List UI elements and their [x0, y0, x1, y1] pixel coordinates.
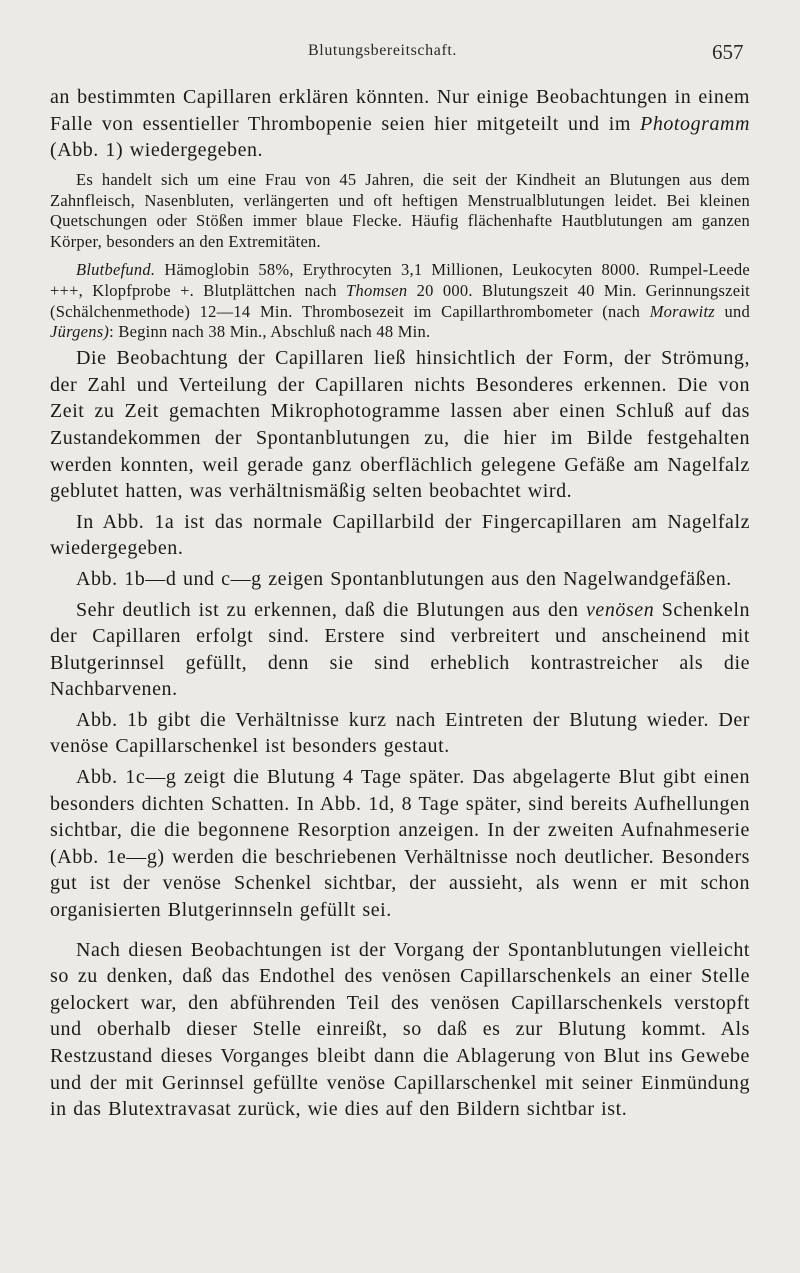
blood-findings-text-3: : Beginn nach 38 Min., Abschluß nach 48 Min.: [109, 322, 431, 342]
paragraph-conclusion: Nach diesen Beobachtungen ist der Vorgang der Spontanblutungen vielleicht so zu denken, daß das Endothel des venösen Capillarschenkels an einer Stelle gelockert war, den abführenden Teil des venösen Capillarschenkels verstopft und oberhalb dieser Stelle einreißt, so daß es zur Blutung kommt. Als Restzustand dieses Vorganges bleibt dann die Ablagerung von Blut ins Gewebe und der mit Gerinnsel gefüllte venöse Capillarschenkel mit seiner Einmündung in das Blutextravasat zurück, wie dies auf den Bildern sichtbar ist.: [50, 938, 750, 1121]
paragraph-intro: [50, 84, 750, 164]
blood-findings-text-2: 20 000. Blutungszeit 40 Min. Gerinnungszeit (Schälchenmethode) 12—14 Min. Thrombosezeit im Capillarthrombometer (nach: [50, 280, 750, 321]
body-text: [50, 84, 750, 1123]
blood-findings-label: Blutbefund.: [76, 259, 156, 279]
paragraph-abb-1c-g: Abb. 1c—g zeigt die Blutung 4 Tage später. Das abgelagerte Blut gibt einen besonders dichten Schatten. In Abb. 1d, 8 Tage später, sind bereits Aufhellungen sichtbar, die die begonnene Resorption anzeigen. In der zweiten Aufnahmeserie (Abb. 1e—g) werden die beschriebenen Verhältnisse noch deutlicher. Besonders gut ist der venöse Schenkel sichtbar, der aussieht, als wenn er mit schon organisierten Blutgerinnseln gefüllt sei.: [50, 766, 750, 922]
blood-findings: [50, 260, 750, 343]
paragraph-observation: Die Beobachtung der Capillaren ließ hinsichtlich der Form, der Strömung, der Zahl und Verteilung der Capillaren nichts Besonderes erkennen. Die von Zeit zu Zeit gemachten Mikrophotogramme lassen aber einen Schluß auf das Zustandekommen der Spontanblutungen zu, die hier im Bilde festgehalten werden konnten, weil gerade ganz oberflächlich gelegene Gefäße am Nagelfalz geblutet hatten, was verhältnismäßig selten beobachtet wird.: [50, 347, 750, 503]
author-juergens: Jürgens): [50, 322, 110, 342]
running-title: Blutungsbereitschaft.: [308, 42, 458, 59]
blood-findings-text: Hämoglobin 58%, Erythrocyten 3,1 Millionen, Leukocyten 8000. Rumpel-Leede +++, Klopfprobe +. Blutplättchen nach: [50, 259, 750, 300]
venoesen-term: venösen: [585, 598, 655, 621]
conjunction: und: [714, 301, 751, 321]
paragraph-venous-text-2: Schenkeln der Capillaren erfolgt sind. Erstere sind verbreitert und anscheinend mit Blutgerinnsel gefüllt, denn sie sind erheblich kontrastreicher als die Nachbarvenen.: [50, 598, 750, 701]
author-thomsen: Thomsen: [346, 280, 408, 300]
photogramm-term: Photogramm: [640, 112, 750, 135]
paragraph-abb-1a: In Abb. 1a ist das normale Capillarbild der Fingercapillaren am Nagelfalz wiedergegeben.: [50, 510, 750, 560]
paragraph-venous: [50, 597, 750, 703]
author-morawitz: Morawitz: [649, 301, 715, 321]
paragraph-venous-text: Sehr deutlich ist zu erkennen, daß die Blutungen aus den: [76, 598, 586, 621]
paragraph-intro-text: an bestimmten Capillaren erklären könnten. Nur einige Beobachtungen in einem Falle von essentieller Thrombopenie seien hier mitgeteilt und im: [50, 86, 750, 135]
paragraph-abb-1b-d: Abb. 1b—d und c—g zeigen Spontanblutungen aus den Nagelwandgefäßen.: [76, 567, 732, 590]
case-report: Es handelt sich um eine Frau von 45 Jahren, die seit der Kindheit an Blutungen aus dem Zahnfleisch, Nasenbluten, verlängerten und oft heftigen Menstrualblutungen leidet. Bei kleinen Quetschungen oder Stößen immer blaue Flecke. Häufig flächenhafte Hautblutungen am ganzen Körper, besonders an den Extremitäten.: [50, 169, 750, 252]
paragraph-intro-end: (Abb. 1) wiedergegeben.: [50, 139, 264, 162]
paragraph-abb-1b: Abb. 1b gibt die Verhältnisse kurz nach Eintreten der Blutung wieder. Der venöse Capillarschenkel ist besonders gestaut.: [50, 708, 750, 758]
page-number: 657: [712, 40, 744, 64]
page-header: [0, 40, 800, 74]
